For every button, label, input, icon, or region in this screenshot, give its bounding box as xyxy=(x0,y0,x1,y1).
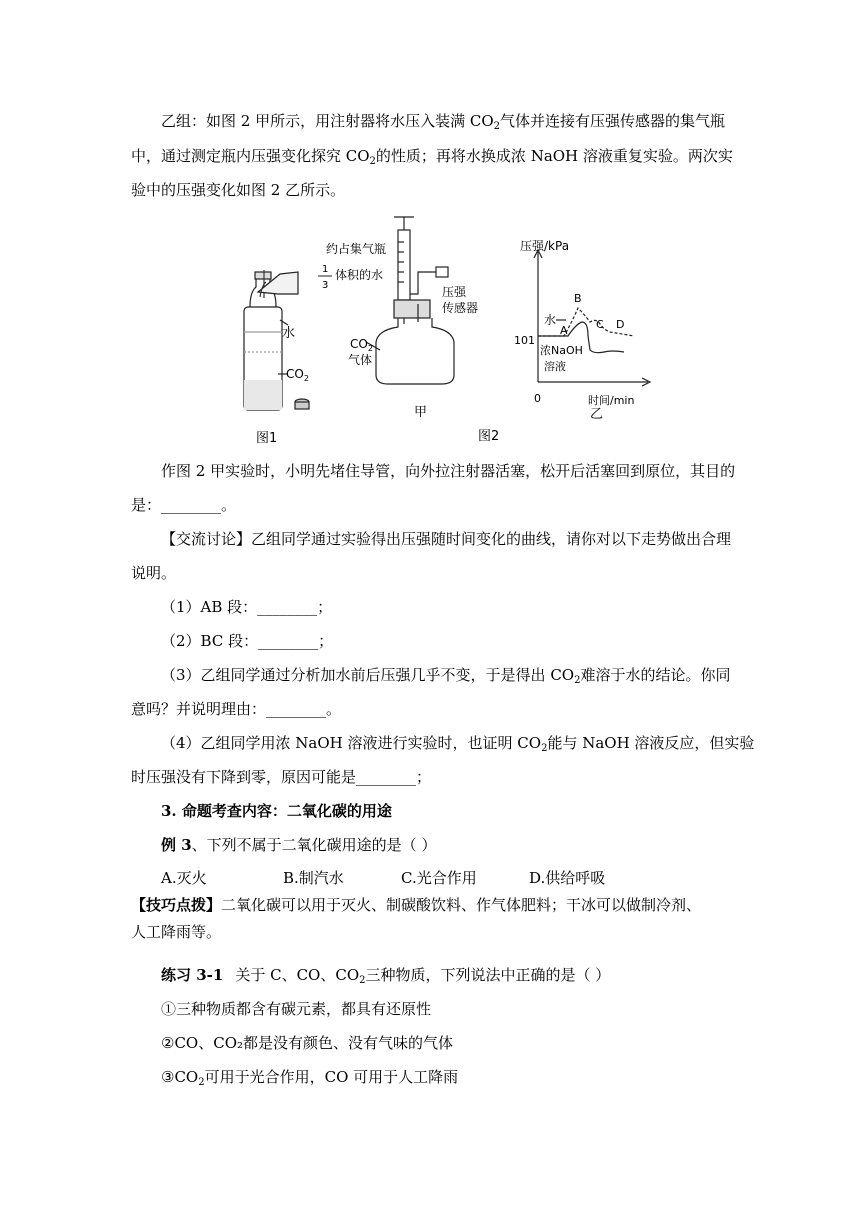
question-2: （2）BC 段：________； xyxy=(161,632,334,650)
graph-point-b: B xyxy=(574,292,582,305)
discussion-line-1: 【交流讨论】乙组同学通过实验得出压强随时间变化的曲线，请你对以下走势做出合理 xyxy=(161,530,732,548)
question-intro-line-1: 作图 2 甲实验时，小明先堵住导管，向外拉注射器活塞，松开后活塞回到原位，其目的 xyxy=(161,462,736,480)
subscript: 2 xyxy=(541,743,548,754)
text: 关于 C、CO、CO xyxy=(235,966,360,984)
text: 能与 NaOH 溶液反应，但实验 xyxy=(547,734,755,752)
practice-label: 练习 3-1 xyxy=(161,966,224,984)
example-text: 、下列不属于二氧化碳用途的是（ ） xyxy=(191,836,437,854)
fig1-water-label: 水 xyxy=(282,326,296,341)
fig1-caption: 图1 xyxy=(256,431,278,446)
graph-origin-label: 0 xyxy=(534,392,541,405)
fig2-jia-label: 甲 xyxy=(414,405,428,420)
text: ③CO xyxy=(161,1068,199,1086)
text: （4）乙组同学用浓 NaOH 溶液进行实验时，也证明 CO xyxy=(161,734,542,752)
text: 乙组：如图 2 甲所示，用注射器将水压入装满 CO xyxy=(161,112,494,130)
graph-water-label: 水 xyxy=(544,313,557,327)
experiment-figure xyxy=(238,212,658,447)
subscript: 2 xyxy=(369,156,376,167)
fig2-gas-label-1: $CO_2$ xyxy=(350,337,373,353)
graph-naoh-label-1: 浓NaOH xyxy=(540,344,583,357)
graph-point-d: D xyxy=(616,318,625,331)
fig2-frac-den: 3 xyxy=(322,280,329,291)
question-4-line-2: 时压强没有下降到零，原因可能是________； xyxy=(131,768,432,786)
example-label: 例 3 xyxy=(161,836,192,854)
option-a: A.灭火 xyxy=(161,869,207,887)
option-b: B.制汽水 xyxy=(283,869,344,887)
text: 气体并连接有压强传感器的集气瓶 xyxy=(500,112,726,130)
fig2-gas-label-2: 气体 xyxy=(348,353,373,367)
statement-2: ②CO、CO₂都是没有颜色、没有气味的气体 xyxy=(161,1034,454,1052)
subscript: 2 xyxy=(493,121,500,132)
example-3 xyxy=(161,835,761,855)
text: 二氧化碳可以用于灭火、制碳酸饮料、作气体肥料；干冰可以做制冷剂、 xyxy=(221,896,702,914)
discussion-line-2: 说明。 xyxy=(131,564,177,582)
question-3-line-2: 意吗？并说明理由：________。 xyxy=(131,700,342,718)
fig2-sensor-label-1: 压强 xyxy=(442,285,467,299)
graph-point-c: C xyxy=(596,318,604,331)
tip-label: 【技巧点拨】 xyxy=(131,896,222,914)
tip-line-2: 人工降雨等。 xyxy=(131,923,222,941)
statement-1: ①三种物质都含有碳元素，都具有还原性 xyxy=(161,1000,432,1018)
fig2-top-label-1: 约占集气瓶 xyxy=(326,242,387,256)
intro-line-3: 验中的压强变化如图 2 乙所示。 xyxy=(131,181,346,199)
graph-y101-label: 101 xyxy=(514,334,535,347)
fig2-frac-num: 1 xyxy=(322,264,329,275)
fig2-sensor-label-2: 传感器 xyxy=(442,301,479,315)
question-1: （1）AB 段：________； xyxy=(161,598,333,616)
text: 难溶于水的结论。你同 xyxy=(580,666,731,684)
statement-3 xyxy=(161,1067,761,1087)
option-d: D.供给呼吸 xyxy=(529,869,606,887)
text: 可用于光合作用，CO 可用于人工降雨 xyxy=(204,1068,459,1086)
figure1-bottle xyxy=(244,270,309,410)
text: （3）乙组同学通过分析加水前后压强几乎不变，于是得出 CO xyxy=(161,666,575,684)
graph-point-a: A xyxy=(560,324,568,337)
question-4-line-1 xyxy=(161,733,761,753)
text: 中，通过测定瓶内压强变化探究 CO xyxy=(131,147,370,165)
text: 三种物质，下列说法中正确的是（ ） xyxy=(365,966,611,984)
subscript: 2 xyxy=(574,675,581,686)
fig1-co2-label: $CO_2$ xyxy=(286,367,309,383)
tip-line-1 xyxy=(131,895,731,915)
graph-y-axis-label: 压强/kPa xyxy=(520,239,570,253)
subscript: 2 xyxy=(198,1077,205,1088)
option-c: C.光合作用 xyxy=(401,869,477,887)
graph-naoh-label-2: 溶液 xyxy=(544,360,566,373)
fig2-top-label-2: 体积的水 xyxy=(335,268,384,282)
graph-yi-label: 乙 xyxy=(590,407,604,422)
example-3-options xyxy=(161,868,761,888)
intro-line-1 xyxy=(161,111,761,131)
question-intro-line-2: 是：________。 xyxy=(131,496,237,514)
practice-3-1 xyxy=(161,965,761,985)
question-3-line-1 xyxy=(161,665,761,685)
subscript: 2 xyxy=(359,975,366,986)
text: 的性质；再将水换成浓 NaOH 溶液重复实验。两次实 xyxy=(375,147,733,165)
intro-line-2 xyxy=(131,146,731,166)
fig2-caption: 图2 xyxy=(478,429,500,444)
graph-x-axis-label: 时间/min xyxy=(588,394,635,407)
section-3-heading: 3. 命题考查内容：二氧化碳的用途 xyxy=(161,802,392,820)
